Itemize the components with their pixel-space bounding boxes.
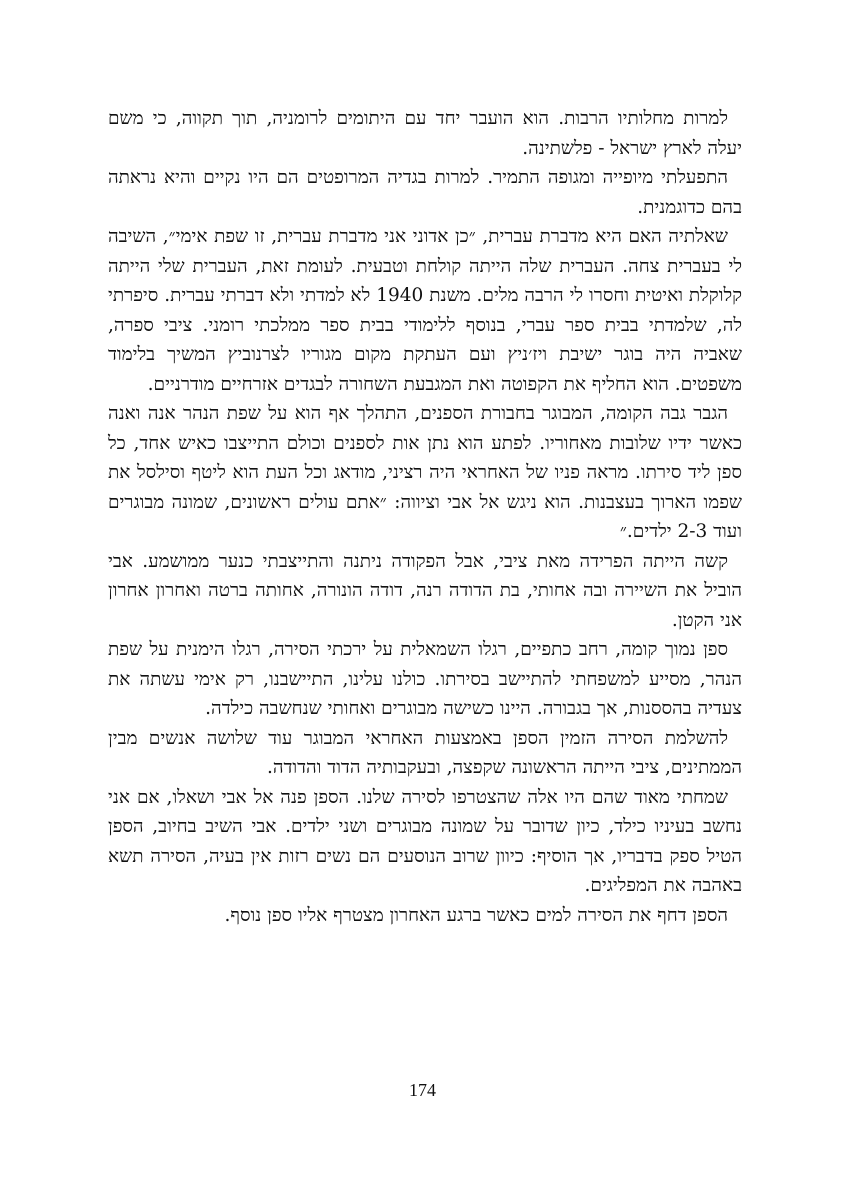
- paragraph: קשה הייתה הפרידה מאת ציבי, אבל הפקודה ניתנה והתייצבתי כנער ממושמע. אבי הוביל את השיירה ובה אחותי, בת הדודה רנה, דודה הונורה, אחותה ברטה ואחרון אחרון אני הקטן.: [108, 550, 742, 631]
- paragraph: שאלתיה האם היא מדברת עברית, ״כן אדוני אני מדברת עברית, זו שפת אימי״, השיבה לי בעברית צחה. העברית שלה הייתה קולחת וטבעית. לעומת זאת, העברית שלי הייתה קלוקלת ואיטית וחסרו לי הרבה מלים. משנת 1940 לא למדתי ולא דברתי עברית. סיפרתי לה, שלמדתי בבית ספר עברי, בנוסף ללימודי בבית ספר ממלכתי רומני. ציבי ספרה, שאביה היה בוגר ישיבת ויז׳ניץ ועם העתקת מקום מגוריו לצרנוביץ המשיך בלימוד משפטים. הוא החליף את הקפוטה ואת המגבעת השחורה לבגדים אזרחיים מודרניים.: [108, 226, 742, 395]
- page-number: 174: [409, 1080, 436, 1100]
- body-text: [108, 104, 742, 930]
- paragraph: להשלמת הסירה הזמין הספן באמצעות האחראי המבוגר עוד שלושה אנשים מבין הממתינים, ציבי הייתה הראשונה שקפצה, ובעקבותיה הדוד והדודה.: [108, 727, 742, 778]
- paragraph: למרות מחלותיו הרבות. הוא הועבר יחד עם היתומים לרומניה, תוך תקווה, כי משם יעלה לארץ ישראל - פלשתינה.: [108, 108, 742, 159]
- paragraph: שמחתי מאוד שהם היו אלה שהצטרפו לסירה שלנו. הספן פנה אל אבי ושאלו, אם אני נחשב בעיניו כילד, כיון שדובר על שמונה מבוגרים ושני ילדים. אבי השיב בחיוב, הספן הטיל ספק בדבריו, אך הוסיף: כיוון שרוב הנוסעים הם נשים רזות אין בעיה, הסירה תשא באהבה את המפליגים.: [108, 786, 742, 896]
- paragraph: הספן דחף את הסירה למים כאשר ברגע האחרון מצטרף אליו ספן נוסף.: [224, 904, 728, 926]
- paragraph: התפעלתי מיופייה ומגופה התמיר. למרות בגדיה המרופטים הם היו נקיים והיא נראתה בהם כדוגמנית.: [108, 167, 742, 218]
- paragraph: הגבר גבה הקומה, המבוגר בחבורת הספנים, התהלך אף הוא על שפת הנהר אנה ואנה כאשר ידיו שלובות מאחוריו. לפתע הוא נתן אות לספנים וכולם התייצבו כאיש אחד, כל ספן ליד סירתו. מראה פניו של האחראי היה רציני, מודאג וכל העת הוא ליטף וסילסל את שפמו הארוך בעצבנות. הוא ניגש אל אבי וציווה: ״אתם עולים ראשונים, שמונה מבוגרים ועוד 2-3 ילדים.״: [108, 403, 742, 542]
- paragraph: ספן נמוך קומה, רחב כתפיים, רגלו השמאלית על ירכתי הסירה, רגלו הימנית על שפת הנהר, מסייע למשפחתי להתיישב בסירתו. כולנו עלינו, התיישבנו, רק אימי עשתה את צעדיה בהססנות, אך בגבורה. היינו כשישה מבוגרים ואחותי שנחשבה כילדה.: [108, 639, 742, 719]
